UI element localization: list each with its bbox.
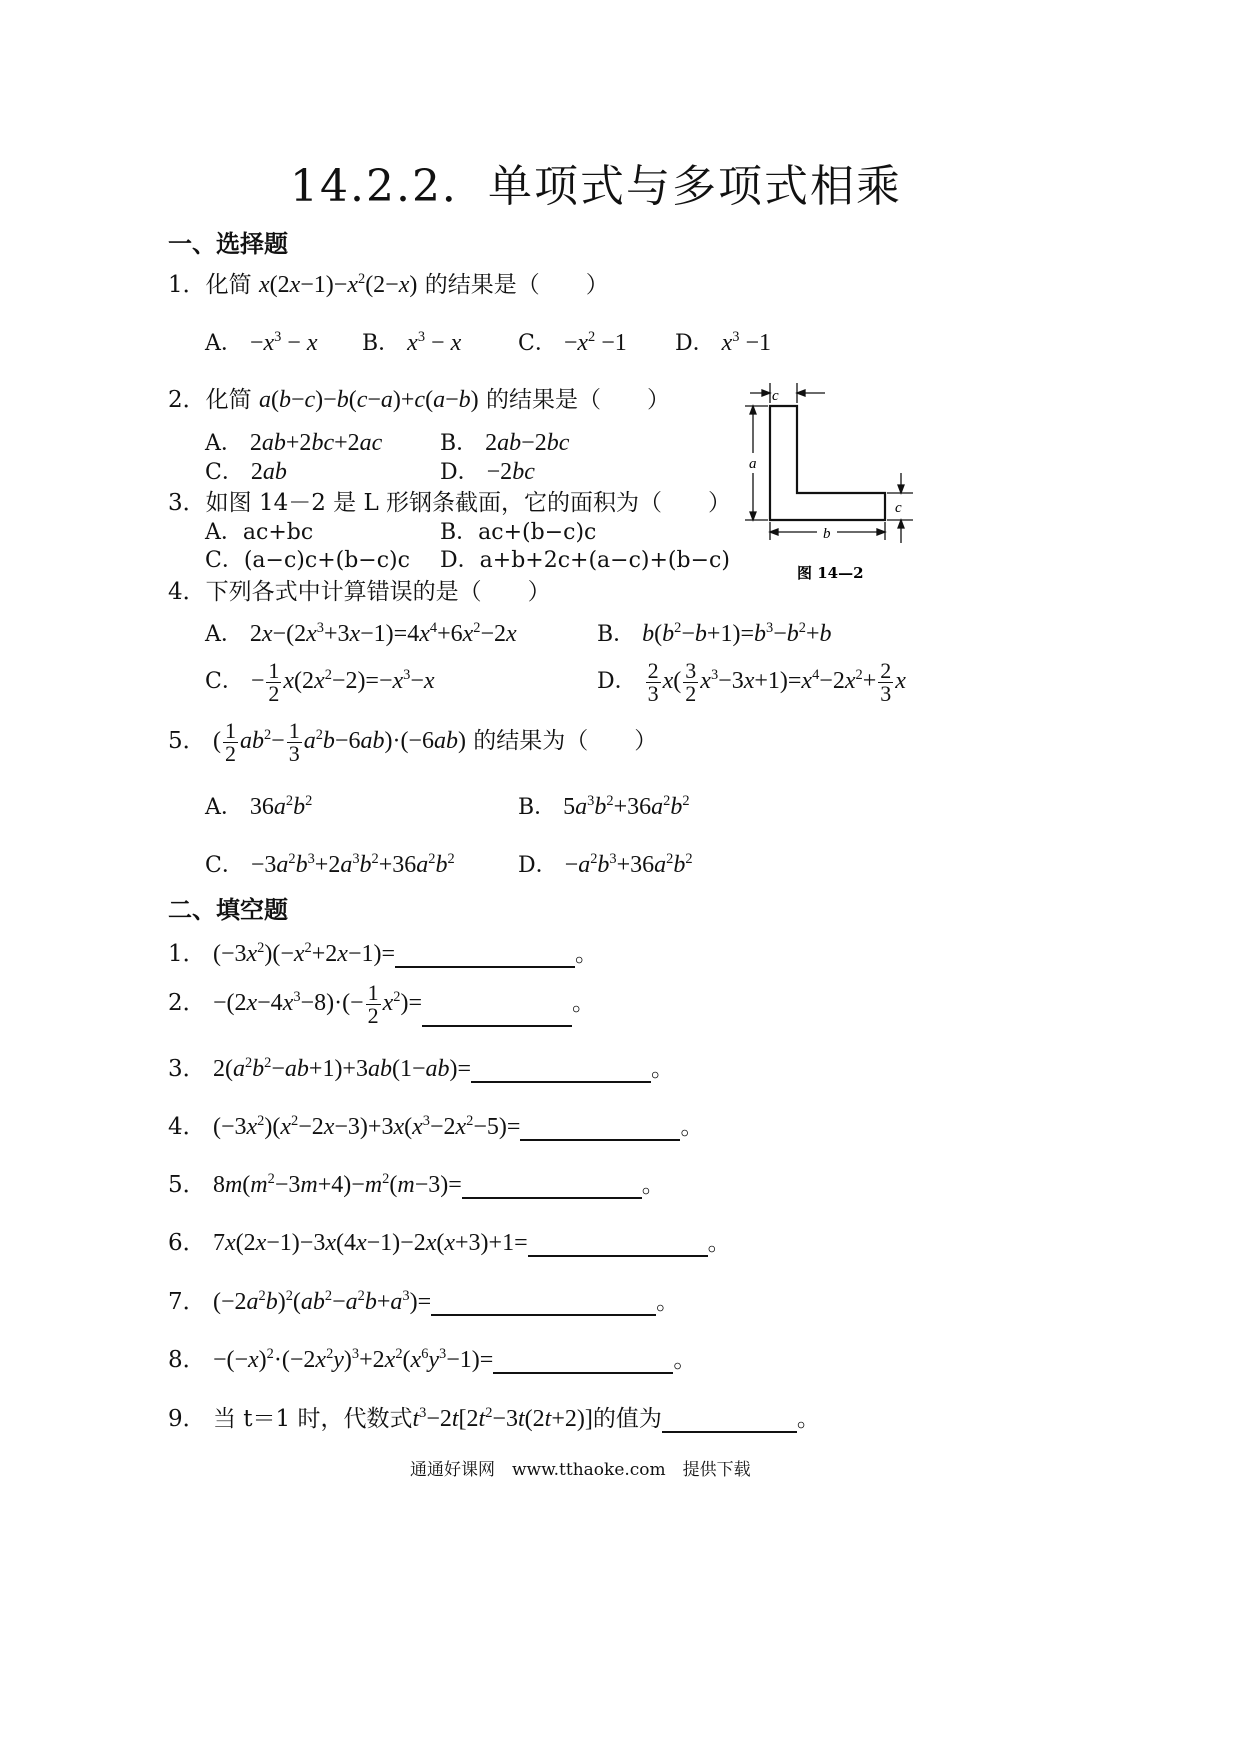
answer-blank-9[interactable] [662, 1407, 797, 1433]
fill-question-3: 3． $2(a^2b^2-ab+1)+3ab(1-ab)=$ 。 [168, 1055, 675, 1082]
label-b: b [823, 526, 831, 542]
label-c-right: c [895, 500, 902, 516]
question-4: 4．下列各式中计算错误的是（ ） [168, 579, 551, 605]
fill-question-9: 9． 当 t＝1 时，代数式$t^3-2t[2t^2-3t(2t+2)]$的值为 。 [168, 1405, 820, 1432]
q3-option-a[interactable]: A．ac+bc [205, 520, 314, 545]
q3-option-b[interactable]: B．ac+(b−c)c [440, 520, 597, 545]
answer-blank-3[interactable] [471, 1057, 651, 1083]
question-1: 1．化简 $x(2x-1)-x^2(2-x)$ 的结果是（ ） [168, 271, 609, 298]
fill-question-5: 5． $8m(m^2-3m+4)-m^2(m-3)=$ 。 [168, 1171, 665, 1198]
footer-text: 通通好课网 www.tthaoke.com 提供下载 [410, 1460, 751, 1480]
q1-option-d[interactable]: D． $x^3 -1$ [675, 329, 772, 356]
answer-blank-7[interactable] [431, 1290, 656, 1316]
q1-option-a[interactable]: A． $-x^3 - x$ [205, 329, 318, 356]
l-shape-outline [770, 406, 885, 520]
q4-option-b[interactable]: B． $b(b^2-b+1)=b^3-b^2+b$ [597, 620, 832, 647]
answer-blank-4[interactable] [520, 1115, 680, 1141]
figure-caption: 图 14—2 [797, 564, 864, 582]
label-a: a [749, 456, 757, 472]
q5-option-a[interactable]: A． $36a^2b^2$ [205, 793, 313, 820]
label-c-top: c [772, 388, 779, 404]
q4-option-d[interactable]: D． $\frac{2}{3}$ x( $\frac{3}{2}$ $x^3-3x+1)=x^4-2x^2+$ $\frac{2}{3}$ x [597, 658, 906, 706]
answer-blank-5[interactable] [462, 1173, 642, 1199]
q2-option-a[interactable]: A． 2ab+2bc+2ac [205, 430, 383, 456]
answer-blank-2[interactable] [422, 1001, 572, 1027]
q2-option-b[interactable]: B． 2ab−2bc [440, 430, 570, 456]
fill-question-2: 2． $-(2x-4x^3-8)\cdot(-$ $\frac{1}{2}$ $x^2)=$ 。 [168, 980, 595, 1028]
fill-question-6: 6． 7x(2x−1)−3x(4x−1)−2x(x+3)+1= 。 [168, 1230, 731, 1256]
q4-option-c[interactable]: C． − $\frac{1}{2}$ $x(2x^2-2)=-x^3-x$ [205, 658, 435, 706]
q4-option-a[interactable]: A． $2x-(2x^3+3x-1)=4x^4+6x^2-2x$ [205, 620, 517, 647]
question-3: 3．如图 14－2 是 L 形钢条截面，它的面积为（ ） [168, 490, 732, 516]
q3-option-d[interactable]: D．a+b+2c+(a−c)+(b−c) [440, 548, 730, 573]
section-heading-choice: 一、选择题 [168, 229, 288, 258]
fill-question-7: 7． $(-2a^2b)^2(ab^2-a^2b+a^3)=$ 。 [168, 1288, 680, 1315]
q1-option-b[interactable]: B． $x^3 - x$ [362, 329, 462, 356]
l-shape-figure [735, 378, 935, 588]
q5-option-c[interactable]: C． $-3a^2b^3+2a^3b^2+36a^2b^2$ [205, 851, 455, 878]
answer-blank-6[interactable] [528, 1231, 708, 1257]
q1-option-c[interactable]: C． $-x^2 -1$ [518, 329, 627, 356]
fill-question-4: 4． $(-3x^2)(x^2-2x-3)+3x(x^3-2x^2-5)=$ 。 [168, 1113, 704, 1140]
question-2: 2．化简 a(b−c)−b(c−a)+c(a−b) 的结果是（ ） [168, 387, 670, 413]
fill-question-1: 1． $(-3x^2)(-x^2+2x-1)=$ 。 [168, 940, 598, 967]
question-5: 5． ( $\frac{1}{2}$ $ab^2-$ $\frac{1}{3}$ $a^2b-6ab)\cdot(-6ab)$ 的结果为（ ） [168, 718, 658, 766]
q3-option-c[interactable]: C．(a−c)c+(b−c)c [205, 548, 410, 573]
q5-option-b[interactable]: B． $5a^3b^2+36a^2b^2$ [518, 793, 690, 820]
fill-question-8: 8． $-(-x)^2\cdot(-2x^2y)^3+2x^2(x^6y^3-1)=$ 。 [168, 1346, 697, 1373]
answer-blank-8[interactable] [493, 1348, 673, 1374]
q5-option-d[interactable]: D． $-a^2b^3+36a^2b^2$ [518, 851, 693, 878]
q2-option-c[interactable]: C． 2ab [205, 459, 287, 485]
q2-option-d[interactable]: D． −2bc [440, 459, 535, 485]
answer-blank-1[interactable] [395, 942, 575, 968]
section-heading-fill: 二、填空题 [168, 895, 288, 924]
page-title: 14.2.2．单项式与多项式相乘 [290, 161, 902, 212]
